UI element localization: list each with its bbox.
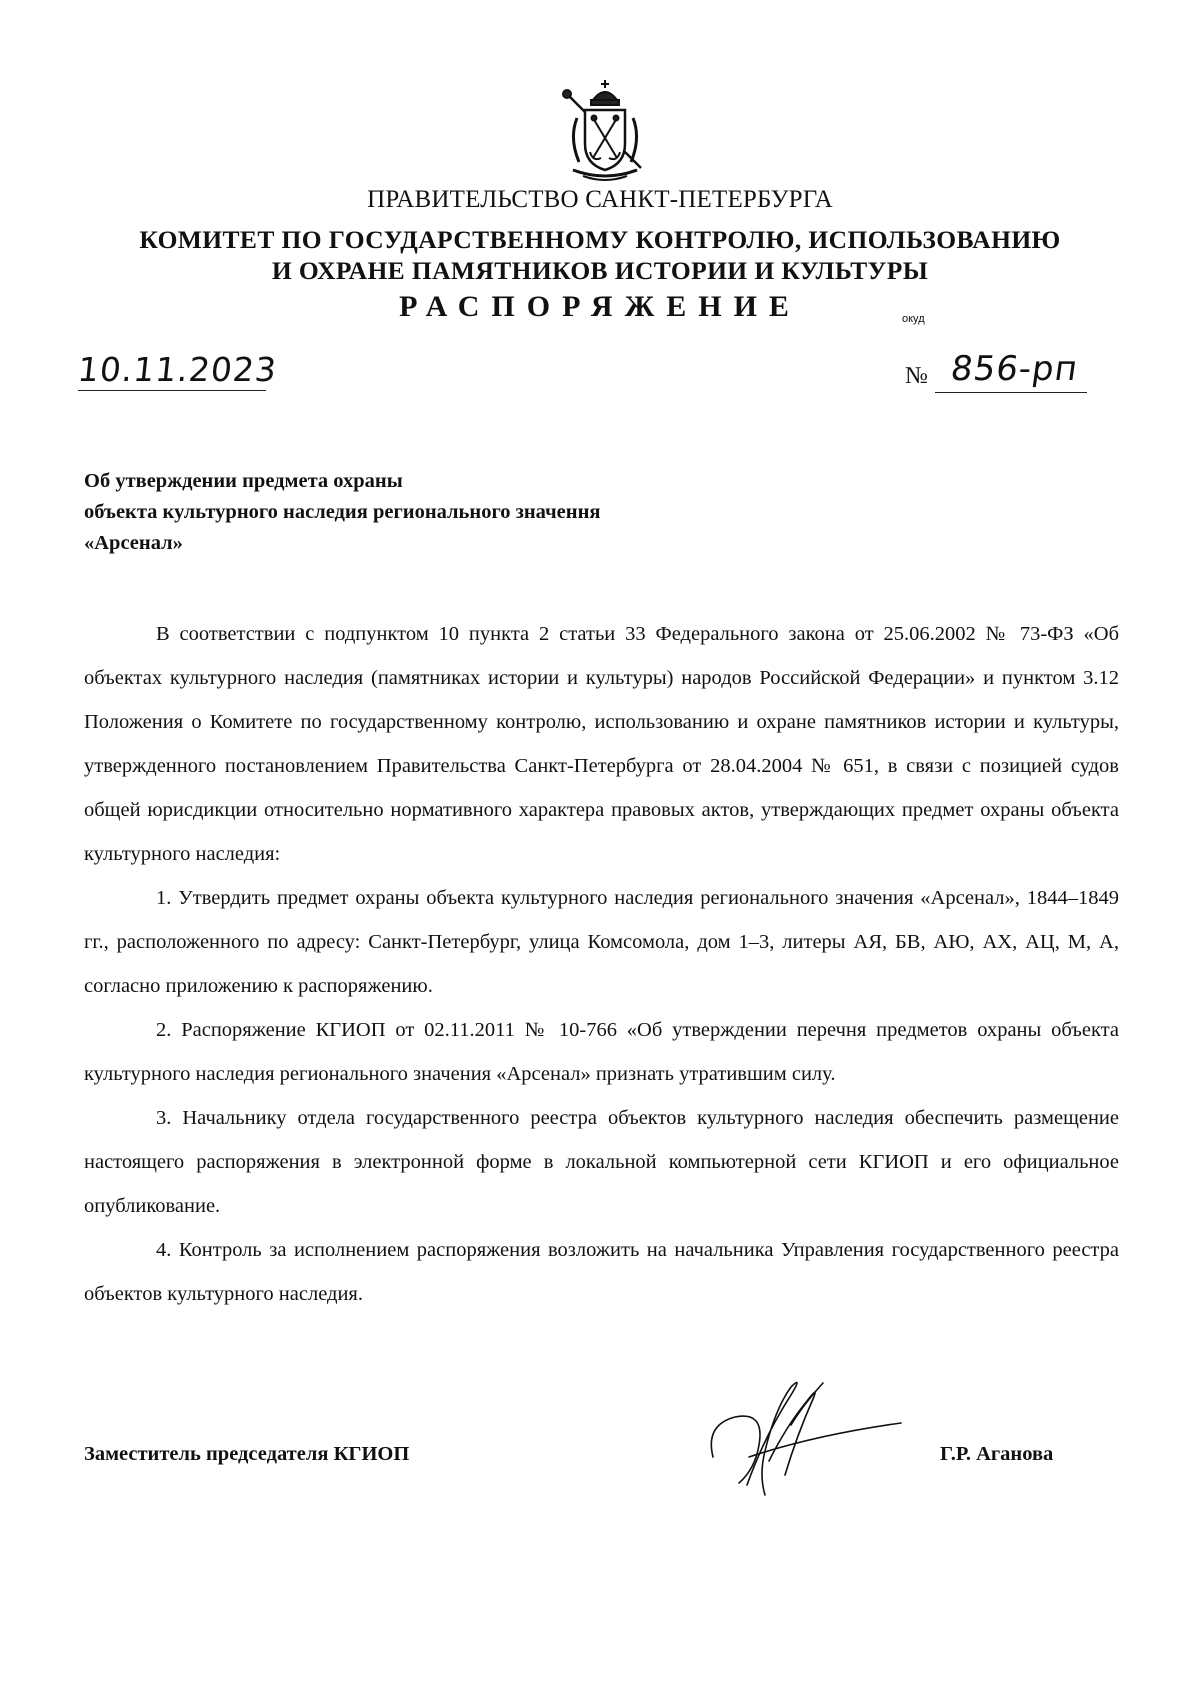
document-date-field — [75, 350, 280, 394]
document-type-title: РАСПОРЯЖЕНИЕ — [399, 290, 801, 323]
number-underline — [935, 392, 1087, 393]
order-item-3: 3. Начальнику отдела государственного реестра объектов культурного наследия обеспечить размещение настоящего распоряжения в электронной форме в локальной компьютерной сети КГИОП и его официальное опубликование. — [84, 1107, 1119, 1217]
document-number: 856-рп — [948, 349, 1081, 389]
number-sign: № — [905, 363, 928, 389]
preamble-paragraph: В соответствии с подпунктом 10 пункта 2 статьи 33 Федерального закона от 25.06.2002 № 73-ФЗ «Об объектах культурного наследия (памятниках истории и культуры) народов Российской Федерации» и пунктом 3.12 Положения о Комитете по государственному контролю, использованию и охране памятников истории и культуры, утвержденного постановлением Правительства Санкт-Петербурга от 28.04.2004 № 651, в связи с позицией судов общей юрисдикции относительно нормативного характера правовых актов, утверждающих предмет охраны объекта культурного наследия: — [84, 623, 1119, 865]
committee-name-line-2: И ОХРАНЕ ПАМЯТНИКОВ ИСТОРИИ И КУЛЬТУРЫ — [271, 256, 929, 285]
document-subject — [84, 466, 784, 559]
coat-of-arms-emblem — [555, 78, 655, 186]
okud-label: окуд — [902, 313, 925, 325]
committee-name-line-1: КОМИТЕТ ПО ГОСУДАРСТВЕННОМУ КОНТРОЛЮ, ИСПОЛЬЗОВАНИЮ — [139, 225, 1061, 254]
committee-name — [0, 224, 1200, 286]
order-item-2: 2. Распоряжение КГИОП от 02.11.2011 № 10-766 «Об утверждении перечня предметов охраны объекта культурного наследия регионального значения «Арсенал» признать утратившим силу. — [84, 1019, 1119, 1085]
document-number-field — [905, 349, 1087, 399]
handwritten-signature — [695, 1365, 905, 1515]
date-underline — [78, 390, 266, 391]
signer-name: Г.Р. Аганова — [940, 1443, 1054, 1465]
government-name: ПРАВИТЕЛЬСТВО САНКТ-ПЕТЕРБУРГА — [367, 186, 833, 213]
document-date: 10.11.2023 — [75, 350, 280, 389]
subject-line-2: объекта культурного наследия регионального значення — [84, 501, 601, 523]
order-item-1: 1. Утвердить предмет охраны объекта культурного наследия регионального значения «Арсенал», 1844–1849 гг., расположенного по адресу: Санкт-Петербург, улица Комсомола, дом 1–3, литеры АЯ, БВ, АЮ, АХ, АЦ, М, А, согласно приложению к распоряжению. — [84, 887, 1119, 997]
signer-position: Заместитель председателя КГИОП — [84, 1443, 410, 1465]
document-body — [84, 612, 1119, 1316]
order-item-4: 4. Контроль за исполнением распоряжения возложить на начальника Управления государственного реестра объектов культурного наследия. — [84, 1239, 1119, 1305]
subject-line-1: Об утверждении предмета охраны — [84, 470, 403, 492]
subject-line-3: «Арсенал» — [84, 532, 183, 554]
